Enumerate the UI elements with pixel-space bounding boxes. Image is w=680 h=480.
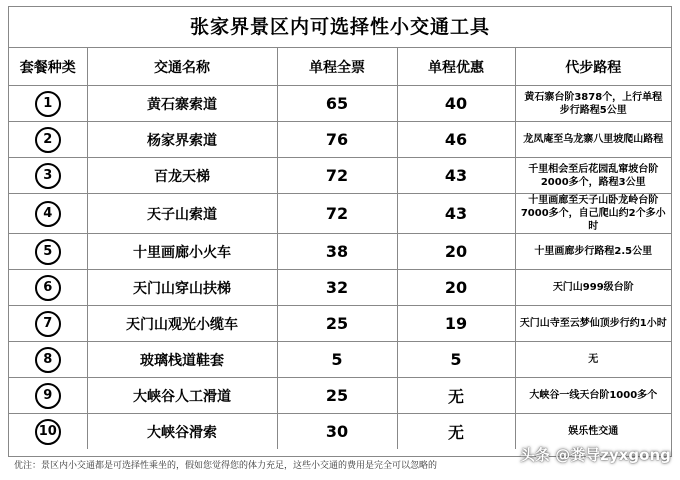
table-row xyxy=(9,194,671,234)
header-single-discount: 单程优惠 xyxy=(397,48,515,86)
transport-name: 杨家界索道 xyxy=(87,122,277,158)
row-number-badge: 8 xyxy=(35,347,61,373)
transport-name: 天门山观光小缆车 xyxy=(87,306,277,342)
transport-name: 天门山穿山扶梯 xyxy=(87,270,277,306)
transport-name: 大峡谷滑索 xyxy=(87,414,277,450)
single-discount-price: 46 xyxy=(397,122,515,158)
route-description: 娱乐性交通 xyxy=(515,414,671,450)
single-discount-price: 43 xyxy=(397,158,515,194)
transport-name: 十里画廊小火车 xyxy=(87,234,277,270)
transport-table xyxy=(9,48,671,449)
row-number-badge: 2 xyxy=(35,127,61,153)
row-number-badge: 3 xyxy=(35,163,61,189)
table-title: 张家界景区内可选择性小交通工具 xyxy=(9,7,671,48)
single-discount-price: 20 xyxy=(397,234,515,270)
single-full-price: 30 xyxy=(277,414,397,450)
row-number-badge: 4 xyxy=(35,201,61,227)
row-number-badge: 9 xyxy=(35,383,61,409)
row-number-cell xyxy=(9,342,87,378)
header-route: 代步路程 xyxy=(515,48,671,86)
row-number-cell xyxy=(9,306,87,342)
single-discount-price: 40 xyxy=(397,86,515,122)
route-description: 黄石寨台阶3878个，上行单程步行路程5公里 xyxy=(515,86,671,122)
single-full-price: 76 xyxy=(277,122,397,158)
route-description: 十里画廊步行路程2.5公里 xyxy=(515,234,671,270)
single-full-price: 25 xyxy=(277,306,397,342)
table-row xyxy=(9,342,671,378)
single-full-price: 38 xyxy=(277,234,397,270)
row-number-cell xyxy=(9,270,87,306)
table-row xyxy=(9,158,671,194)
single-discount-price: 20 xyxy=(397,270,515,306)
single-discount-price: 无 xyxy=(397,378,515,414)
watermark: 头条 @粪导zyxgong xyxy=(520,446,671,464)
row-number-cell xyxy=(9,378,87,414)
footer-note: 优注：景区内小交通都是可选择性乘坐的，假如您觉得您的体力充足，这些小交通的费用是完全可以忽略的 xyxy=(14,461,438,471)
header-single-full: 单程全票 xyxy=(277,48,397,86)
table-row xyxy=(9,306,671,342)
route-description: 龙凤庵至乌龙寨八里坡爬山路程 xyxy=(515,122,671,158)
single-discount-price: 无 xyxy=(397,414,515,450)
table-row xyxy=(9,270,671,306)
header-row xyxy=(9,48,671,86)
single-discount-price: 5 xyxy=(397,342,515,378)
table-row xyxy=(9,234,671,270)
row-number-badge: 5 xyxy=(35,239,61,265)
route-description: 天门山寺至云梦仙顶步行约1小时 xyxy=(515,306,671,342)
row-number-cell xyxy=(9,414,87,450)
transport-name: 天子山索道 xyxy=(87,194,277,234)
single-full-price: 25 xyxy=(277,378,397,414)
row-number-cell xyxy=(9,194,87,234)
table-row xyxy=(9,378,671,414)
row-number-badge: 1 xyxy=(35,91,61,117)
route-description: 天门山999级台阶 xyxy=(515,270,671,306)
table-row xyxy=(9,86,671,122)
route-description: 千里相会至后花园乱窜坡台阶2000多个，路程3公里 xyxy=(515,158,671,194)
single-full-price: 5 xyxy=(277,342,397,378)
transport-name: 玻璃栈道鞋套 xyxy=(87,342,277,378)
transport-name: 百龙天梯 xyxy=(87,158,277,194)
single-full-price: 32 xyxy=(277,270,397,306)
row-number-cell xyxy=(9,158,87,194)
single-full-price: 72 xyxy=(277,194,397,234)
header-package: 套餐种类 xyxy=(9,48,87,86)
route-description: 十里画廊至天子山卧龙岭台阶7000多个，自己爬山约2个多小时 xyxy=(515,194,671,234)
header-transport-name: 交通名称 xyxy=(87,48,277,86)
table-row xyxy=(9,122,671,158)
row-number-badge: 10 xyxy=(35,419,61,445)
single-discount-price: 19 xyxy=(397,306,515,342)
row-number-cell xyxy=(9,234,87,270)
transport-table-sheet xyxy=(8,6,672,457)
row-number-badge: 6 xyxy=(35,275,61,301)
transport-name: 黄石寨索道 xyxy=(87,86,277,122)
transport-name: 大峡谷人工滑道 xyxy=(87,378,277,414)
route-description: 大峡谷一线天台阶1000多个 xyxy=(515,378,671,414)
single-full-price: 72 xyxy=(277,158,397,194)
row-number-cell xyxy=(9,122,87,158)
row-number-badge: 7 xyxy=(35,311,61,337)
route-description: 无 xyxy=(515,342,671,378)
single-full-price: 65 xyxy=(277,86,397,122)
row-number-cell xyxy=(9,86,87,122)
single-discount-price: 43 xyxy=(397,194,515,234)
